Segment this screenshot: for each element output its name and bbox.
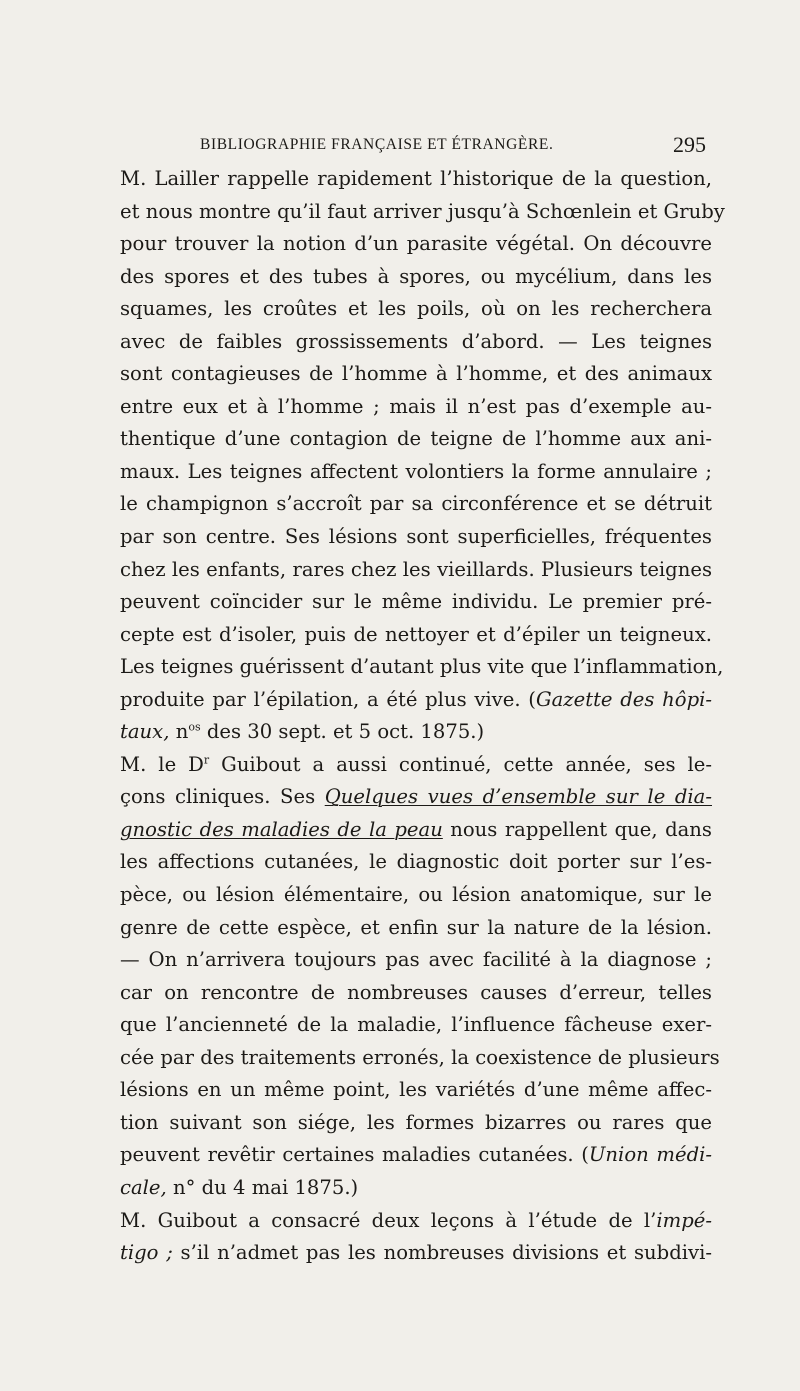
page-header [200, 128, 706, 162]
text-line [120, 651, 724, 684]
body-text [120, 163, 725, 1270]
text-segment: produite par l’épilation, a été plus vive. ( [120, 687, 536, 711]
text-segment: le champignon s’accroît par sa circonférence et se détruit [120, 492, 712, 516]
text-line [120, 261, 712, 294]
text-line [120, 196, 725, 229]
text-segment: Guibout a aussi continué, cette année, ses le- [209, 752, 712, 776]
text-line [120, 716, 712, 749]
text-segment: peuvent coïncider sur le même individu. Le premier pré- [120, 590, 712, 614]
text-segment: Gazette des hôpi- [535, 687, 713, 711]
text-segment: chez les enfants, rares chez les vieillards. Plusieurs teignes [120, 557, 712, 581]
text-line [120, 1074, 712, 1107]
text-line [120, 684, 712, 717]
text-segment: pèce, ou lésion élémentaire, ou lésion anatomique, sur le [120, 883, 712, 907]
text-segment: çons cliniques. Ses [120, 785, 325, 809]
text-segment: genre de cette espèce, et enfin sur la nature de la lésion. [120, 915, 712, 939]
text-segment: les affections cutanées, le diagnostic doit porter sur l’es- [120, 850, 712, 874]
text-line [120, 944, 712, 977]
superscript-text: r [203, 753, 210, 767]
text-segment: peuvent revêtir certaines maladies cutanées. ( [120, 1143, 589, 1167]
text-segment: sont contagieuses de l’homme à l’homme, et des animaux [120, 362, 712, 386]
page-number: 295 [673, 132, 706, 157]
text-segment: n° du 4 mai 1875.) [166, 1175, 359, 1199]
text-segment: gnostic des maladies de la peau [120, 817, 443, 841]
text-line [120, 228, 712, 261]
text-segment: M. le D [120, 752, 204, 776]
text-segment: pour trouver la notion d’un parasite végétal. On découvre [120, 232, 712, 256]
text-line [120, 912, 712, 945]
text-line [120, 488, 712, 521]
text-segment: squames, les croûtes et les poils, où on les recherchera [120, 297, 712, 321]
text-segment: entre eux et à l’homme ; mais il n’est pas d’exemple au- [120, 394, 712, 418]
text-segment: cale, [120, 1175, 167, 1199]
text-line [120, 1237, 712, 1270]
text-segment: cée par des traitements erronés, la coexistence de plusieurs [120, 1045, 720, 1069]
text-segment: M. Lailler rappelle rapidement l’historique de la question, [120, 167, 712, 190]
text-segment: impé- [656, 1208, 712, 1232]
text-line [120, 1172, 712, 1205]
text-line [120, 456, 712, 489]
text-segment: par son centre. Ses lésions sont superficielles, fréquentes [120, 525, 712, 549]
text-line [120, 554, 712, 587]
text-segment: car on rencontre de nombreuses causes d’erreur, telles [120, 980, 712, 1004]
text-line [120, 781, 712, 814]
text-segment: lésions en un même point, les variétés d’une même affec- [120, 1078, 712, 1102]
text-segment: et nous montre qu’il faut arriver jusqu’à Schœnlein et Gruby [120, 199, 725, 223]
text-line [120, 521, 712, 554]
text-line [120, 619, 712, 652]
text-segment: tion suivant son siége, les formes bizarres ou rares que [120, 1110, 712, 1134]
text-line [120, 1205, 712, 1238]
running-title: BIBLIOGRAPHIE FRANÇAISE ET ÉTRANGÈRE. [200, 136, 554, 153]
text-segment: taux, [120, 720, 170, 744]
text-line [120, 846, 712, 879]
superscript-text: os [188, 720, 201, 734]
text-segment: thentique d’une contagion de teigne de l’homme aux ani- [120, 427, 712, 451]
text-segment: que l’ancienneté de la maladie, l’influence fâcheuse exer- [120, 1013, 712, 1037]
text-line [120, 423, 712, 456]
text-line [120, 1009, 712, 1042]
text-segment: nous rappellent que, dans [442, 817, 712, 841]
text-line [120, 586, 712, 619]
text-line [120, 749, 712, 782]
text-line [120, 1042, 720, 1075]
text-line [120, 293, 712, 326]
text-segment: avec de faibles grossissements d’abord. — Les teignes [120, 329, 712, 353]
text-segment: des spores et des tubes à spores, ou mycélium, dans les [120, 264, 712, 288]
text-segment: s’il n’admet pas les nombreuses divisions et subdivi- [172, 1241, 712, 1265]
text-segment: n [169, 720, 189, 744]
text-line [120, 1107, 712, 1140]
text-line [120, 1139, 712, 1172]
text-line [120, 977, 712, 1010]
text-line [120, 326, 712, 359]
text-segment: M. Guibout a consacré deux leçons à l’étude de l’ [120, 1208, 657, 1232]
text-line [120, 879, 712, 912]
text-segment: Les teignes guérissent d’autant plus vite que l’inflammation, [120, 655, 724, 679]
text-segment: Union médi- [588, 1143, 712, 1167]
text-segment: Quelques vues d’ensemble sur le dia- [324, 785, 712, 809]
text-line [120, 163, 712, 196]
text-segment: — On n’arrivera toujours pas avec facilité à la diagnose ; [120, 948, 712, 972]
text-segment: cepte est d’isoler, puis de nettoyer et d’épiler un teigneux. [120, 622, 712, 646]
text-segment: des 30 sept. et 5 oct. 1875.) [200, 720, 485, 744]
text-line [120, 814, 712, 847]
text-line [120, 358, 712, 391]
text-line [120, 391, 712, 424]
text-segment: tigo ; [120, 1241, 173, 1265]
text-segment: maux. Les teignes affectent volontiers la forme annulaire ; [120, 459, 712, 483]
